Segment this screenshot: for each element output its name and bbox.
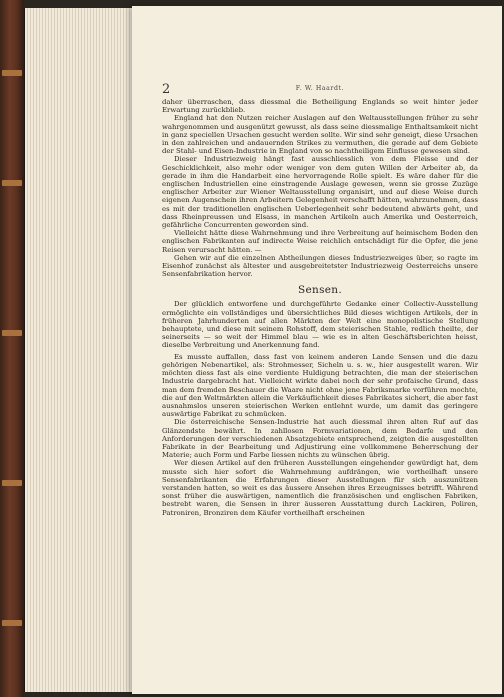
paragraph: daher überraschen, dass diessmal die Betheiligung Englands so weit hinter jeder Erwartung zurückblieb. (162, 98, 478, 115)
book-page (132, 6, 502, 694)
binding-band (2, 480, 22, 486)
paragraph: Gehen wir auf die einzelnen Abtheilungen dieses Industriezweiges über, so ragte im Eisenhof zunächst als ältester und ausgebreitetster Industriezweig Oesterreichs unsere Sensenfabrikation hervor. (162, 253, 478, 279)
binding-band (2, 330, 22, 336)
paragraph: Der glücklich entworfene und durchgeführte Gedanke einer Collectiv-Ausstellung ermöglichte ein vollständiges und übersichtliches Bild dieses wichtigen Artikels, der in früheren Jahrhunderten auf allen Märkten der Welt eine monopolistische Stellung behauptete, und diese mit seinem Rohstoff, dem steierischen Stahle, redlich theilte, der seinerseits — so weit der Himmel blau — wie es in alten Geschäftsberichten heisst, dieselbe Verbreitung und Anerkennung fand. (162, 300, 478, 350)
binding-band (2, 70, 22, 76)
body-text (162, 98, 478, 517)
paragraph: Vielleicht hätte diese Wahrnehmung und ihre Verbreitung auf heimischem Boden den englischen Fabrikanten auf indirecte Weise reichlich entschädigt für die Opfer, die jene Reisen verursacht hätten. — (162, 229, 478, 254)
paragraph: Die österreichische Sensen-Industrie hat auch diessmal ihren alten Ruf auf das Glänzendste bewährt. In zahllosen Formvariationen, dem Bedarfe und den Anforderungen der verschiedenen Absatzgebiete entsprechend, zeigten die ausgestellten Fabrikate in der Bearbeitung und Adjustirung eine vollkommene Beherrschung der Materie; auch Form und Farbe liessen nichts zu wünschen übrig. (162, 418, 478, 460)
page-header (162, 82, 478, 98)
running-head: F. W. Haardt. (295, 85, 345, 92)
paragraph: Wer diesen Artikel auf den früheren Ausstellungen eingehender gewürdigt hat, dem musste sich hier sofort die Wahrnehmung aufdrängen, wie vortheilhaft unsere Sensenfabrikanten die Erfahrungen dieser Ausstellungen für sich auszunützen verstanden hatten, so weit es das äussere Ansehen ihres Erzeugnisses betrifft. Während sonst früher die auswärtigen, namentlich die französischen und englischen Fabriken, bestrebt waren, die Sensen in ihrer äusseren Ausstattung durch Lackiren, Poliren, Patroniren, Bronziren dem Käufer vortheilhaft erscheinen (162, 459, 478, 517)
book-binding (0, 0, 24, 697)
paragraph: Dieser Industriezweig hängt fast ausschliesslich von dem Fleisse und der Geschicklichkeit, also mehr oder weniger von dem guten Willen der Arbeiter ab, da gerade in ihm die Handarbeit eine hervorragende Rolle spielt. Es wäre daher für die englischen Industriellen eine einstragende Auslage gewesen, wenn sie grosse Zuzüge englischer Arbeiter zur Wiener Weltausstellung organisirt, und auf diese Weise durch eigenen Augenschein ihren Arbeitern Gelegenheit verschafft hätten, wahrzunehmen, dass es mit der traditionellen englischen Ueberlegenheit sehr bedeutend abwärts geht, und dass Rheinpreussen und Elsass, in manchen Artikeln auch Amerika und Oesterreich, gefährliche Concurrenten geworden sind. (162, 155, 478, 230)
paragraph: England hat den Nutzen reicher Auslagen auf den Weltausstellungen früher zu sehr wahrgenommen und ausgenützt gewusst, als dass seine diessmalige Enthaltsamkeit nicht in ganz speciellen Ursachen gesucht werden sollte. Wir sind sehr geneigt, diese Ursachen in den zahlreichen und andauernden Strikes zu vermuthen, die gerade auf dem Gebiete der Stahl- und Eisen-Industrie in England von so nachtheiligem Einflusse gewesen sind. (162, 114, 478, 156)
page-content (162, 82, 478, 517)
binding-band (2, 180, 22, 186)
paragraph: Es musste auffallen, dass fast von keinem anderen Lande Sensen und die dazu gehörigen Nebenartikel, als: Strohmesser, Sicheln u. s. w., hier ausgestellt waren. Wir möchten diess fast als eine verdiente Huldigung betrachten, die man der steierischen Industrie dargebracht hat. Vielleicht wirkte dabei noch der sehr profaische Grund, dass man dem fremden Beschauer die Waare nicht ohne jene Fabriksmarke vorführen mochte, die auf den Weltmärkten allein die Verkäuflichkeit dieses Fabrikates sichert, die aber fast ausnahmslos unseren steierischen Werken entlehnt wurde, um damit das geringere auswärtige Fabrikat zu schmücken. (162, 352, 478, 419)
page-number: 2 (162, 82, 171, 97)
binding-band (2, 620, 22, 626)
section-heading: Sensen. (298, 284, 342, 297)
